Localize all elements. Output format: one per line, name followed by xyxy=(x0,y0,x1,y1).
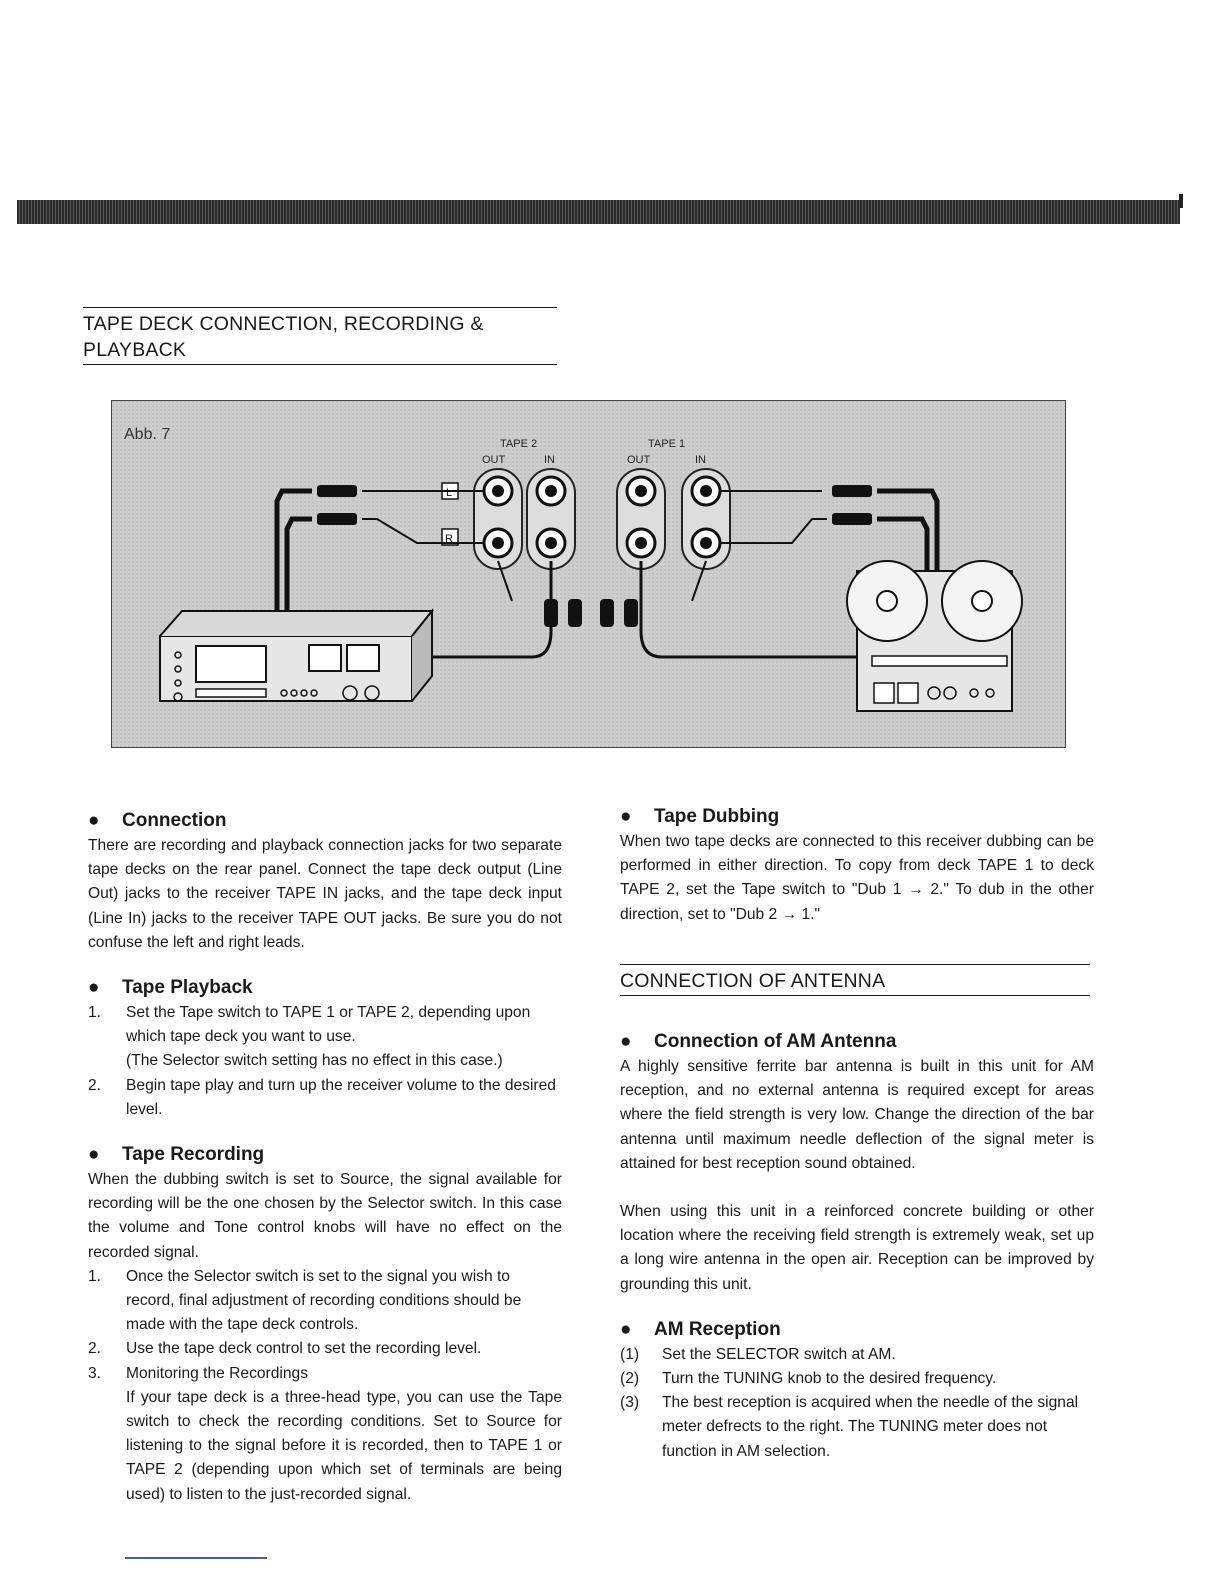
cassette-deck xyxy=(160,611,432,701)
am-antenna-body1: A highly sensitive ferrite bar antenna is built in this unit for AM reception, and no external antenna is required except for areas where the field strength is very low. Change the direction of the bar antenna until maximum needle deflection of the signal meter is attained for best reception sound obtained. xyxy=(620,1058,1094,1172)
recording-heading: ● Tape Recording xyxy=(88,1142,562,1168)
section-title-line1: TAPE DECK CONNECTION, RECORDING & xyxy=(83,313,484,335)
antenna-column xyxy=(620,1029,1094,1464)
left-channel-label: L xyxy=(446,487,453,499)
list-item: 2. Begin tape play and turn up the receiver volume to the desired level. xyxy=(88,1076,556,1118)
dubbing-body: When two tape decks are connected to this receiver dubbing can be performed in either direction. To copy from deck TAPE 1 to deck TAPE 2, set the Tape switch to "Dub 1 → 2." To dub in the other direction, set to "Dub 2 → 1." xyxy=(620,833,1094,923)
footer-rule xyxy=(125,1557,267,1559)
tape1-out-label: OUT xyxy=(627,454,651,466)
list-item: (3) The best reception is acquired when the needle of the signal meter defrects to the right. The TUNING meter does not function in AM selection. xyxy=(620,1394,1079,1460)
tape2-out-label: OUT xyxy=(482,454,506,466)
bullet-icon: ● xyxy=(620,1318,632,1340)
recording-body: When the dubbing switch is set to Source, the signal available for recording will be the one chosen by the Selector switch. In this case the volume and Tone control knobs will have no effect on the recorded signal. xyxy=(88,1171,562,1261)
connection-diagram xyxy=(111,400,1066,748)
connection-body: There are recording and playback connection jacks for two separate tape decks on the rear panel. Connect the tape deck output (Line Out) jacks to the receiver TAPE IN jacks, and the tape deck input (Line In) jacks to the receiver TAPE OUT jacks. Be sure you do not confuse the left and right leads. xyxy=(88,837,562,951)
tape2-label: TAPE 2 xyxy=(500,438,538,450)
playback-heading: ● Tape Playback xyxy=(88,975,562,1001)
section-title-antenna: CONNECTION OF ANTENNA xyxy=(620,964,1090,996)
connection-heading: ● Connection xyxy=(88,808,562,834)
list-item: 1. Set the Tape switch to TAPE 1 or TAPE 2, depending upon which tape deck you want to use. (The Selector switch setting has no effect in this case.) xyxy=(88,1004,531,1070)
dubbing-heading: ● Tape Dubbing xyxy=(620,804,1094,830)
right-channel-label: R xyxy=(445,533,453,545)
tape1-in-label: IN xyxy=(695,454,706,466)
diagram-svg xyxy=(112,401,1065,747)
bullet-icon: ● xyxy=(620,1031,632,1052)
figure-label: Abb. 7 xyxy=(124,426,171,443)
bullet-icon: ● xyxy=(88,810,100,831)
recording-list xyxy=(88,1265,562,1507)
bullet-icon: ● xyxy=(88,1144,100,1166)
list-item: (2) Turn the TUNING knob to the desired frequency. xyxy=(620,1370,997,1388)
playback-list xyxy=(88,1001,562,1122)
tape1-label: TAPE 1 xyxy=(648,438,686,450)
bullet-icon: ● xyxy=(88,977,100,999)
list-item: (1) Set the SELECTOR switch at AM. xyxy=(620,1345,896,1363)
section-title-tape-deck xyxy=(83,307,557,365)
am-reception-list xyxy=(620,1343,1094,1464)
section-title-line2: PLAYBACK xyxy=(83,339,187,361)
bullet-icon: ● xyxy=(620,806,632,827)
tape2-in-label: IN xyxy=(544,454,555,466)
list-item: 2. Use the tape deck control to set the recording level. xyxy=(88,1340,482,1358)
right-column xyxy=(620,804,1094,927)
am-antenna-heading: ● Connection of AM Antenna xyxy=(620,1029,1094,1055)
reel-to-reel-deck xyxy=(847,561,1022,711)
list-item: 3. Monitoring the Recordings If your tape deck is a three-head type, you can use the Tape switch to check the recording conditions. Set to Source for listening to the signal before it is recorded, then to TAPE 1 or TAPE 2 (depending upon which set of terminals are being used) to listen to the just-recorded signal. xyxy=(88,1364,562,1503)
list-item: 1. Once the Selector switch is set to the signal you wish to record, final adjustment of recording conditions should be made with the tape deck controls. xyxy=(88,1267,522,1334)
left-column xyxy=(88,808,562,1507)
header-bar xyxy=(17,200,1180,224)
am-antenna-body2: When using this unit in a reinforced concrete building or other location where the receiving field strength is extremely weak, set up a long wire antenna in the open air. Reception can be improved by grounding this unit. xyxy=(620,1203,1094,1293)
am-reception-heading: ● AM Reception xyxy=(620,1317,1094,1343)
